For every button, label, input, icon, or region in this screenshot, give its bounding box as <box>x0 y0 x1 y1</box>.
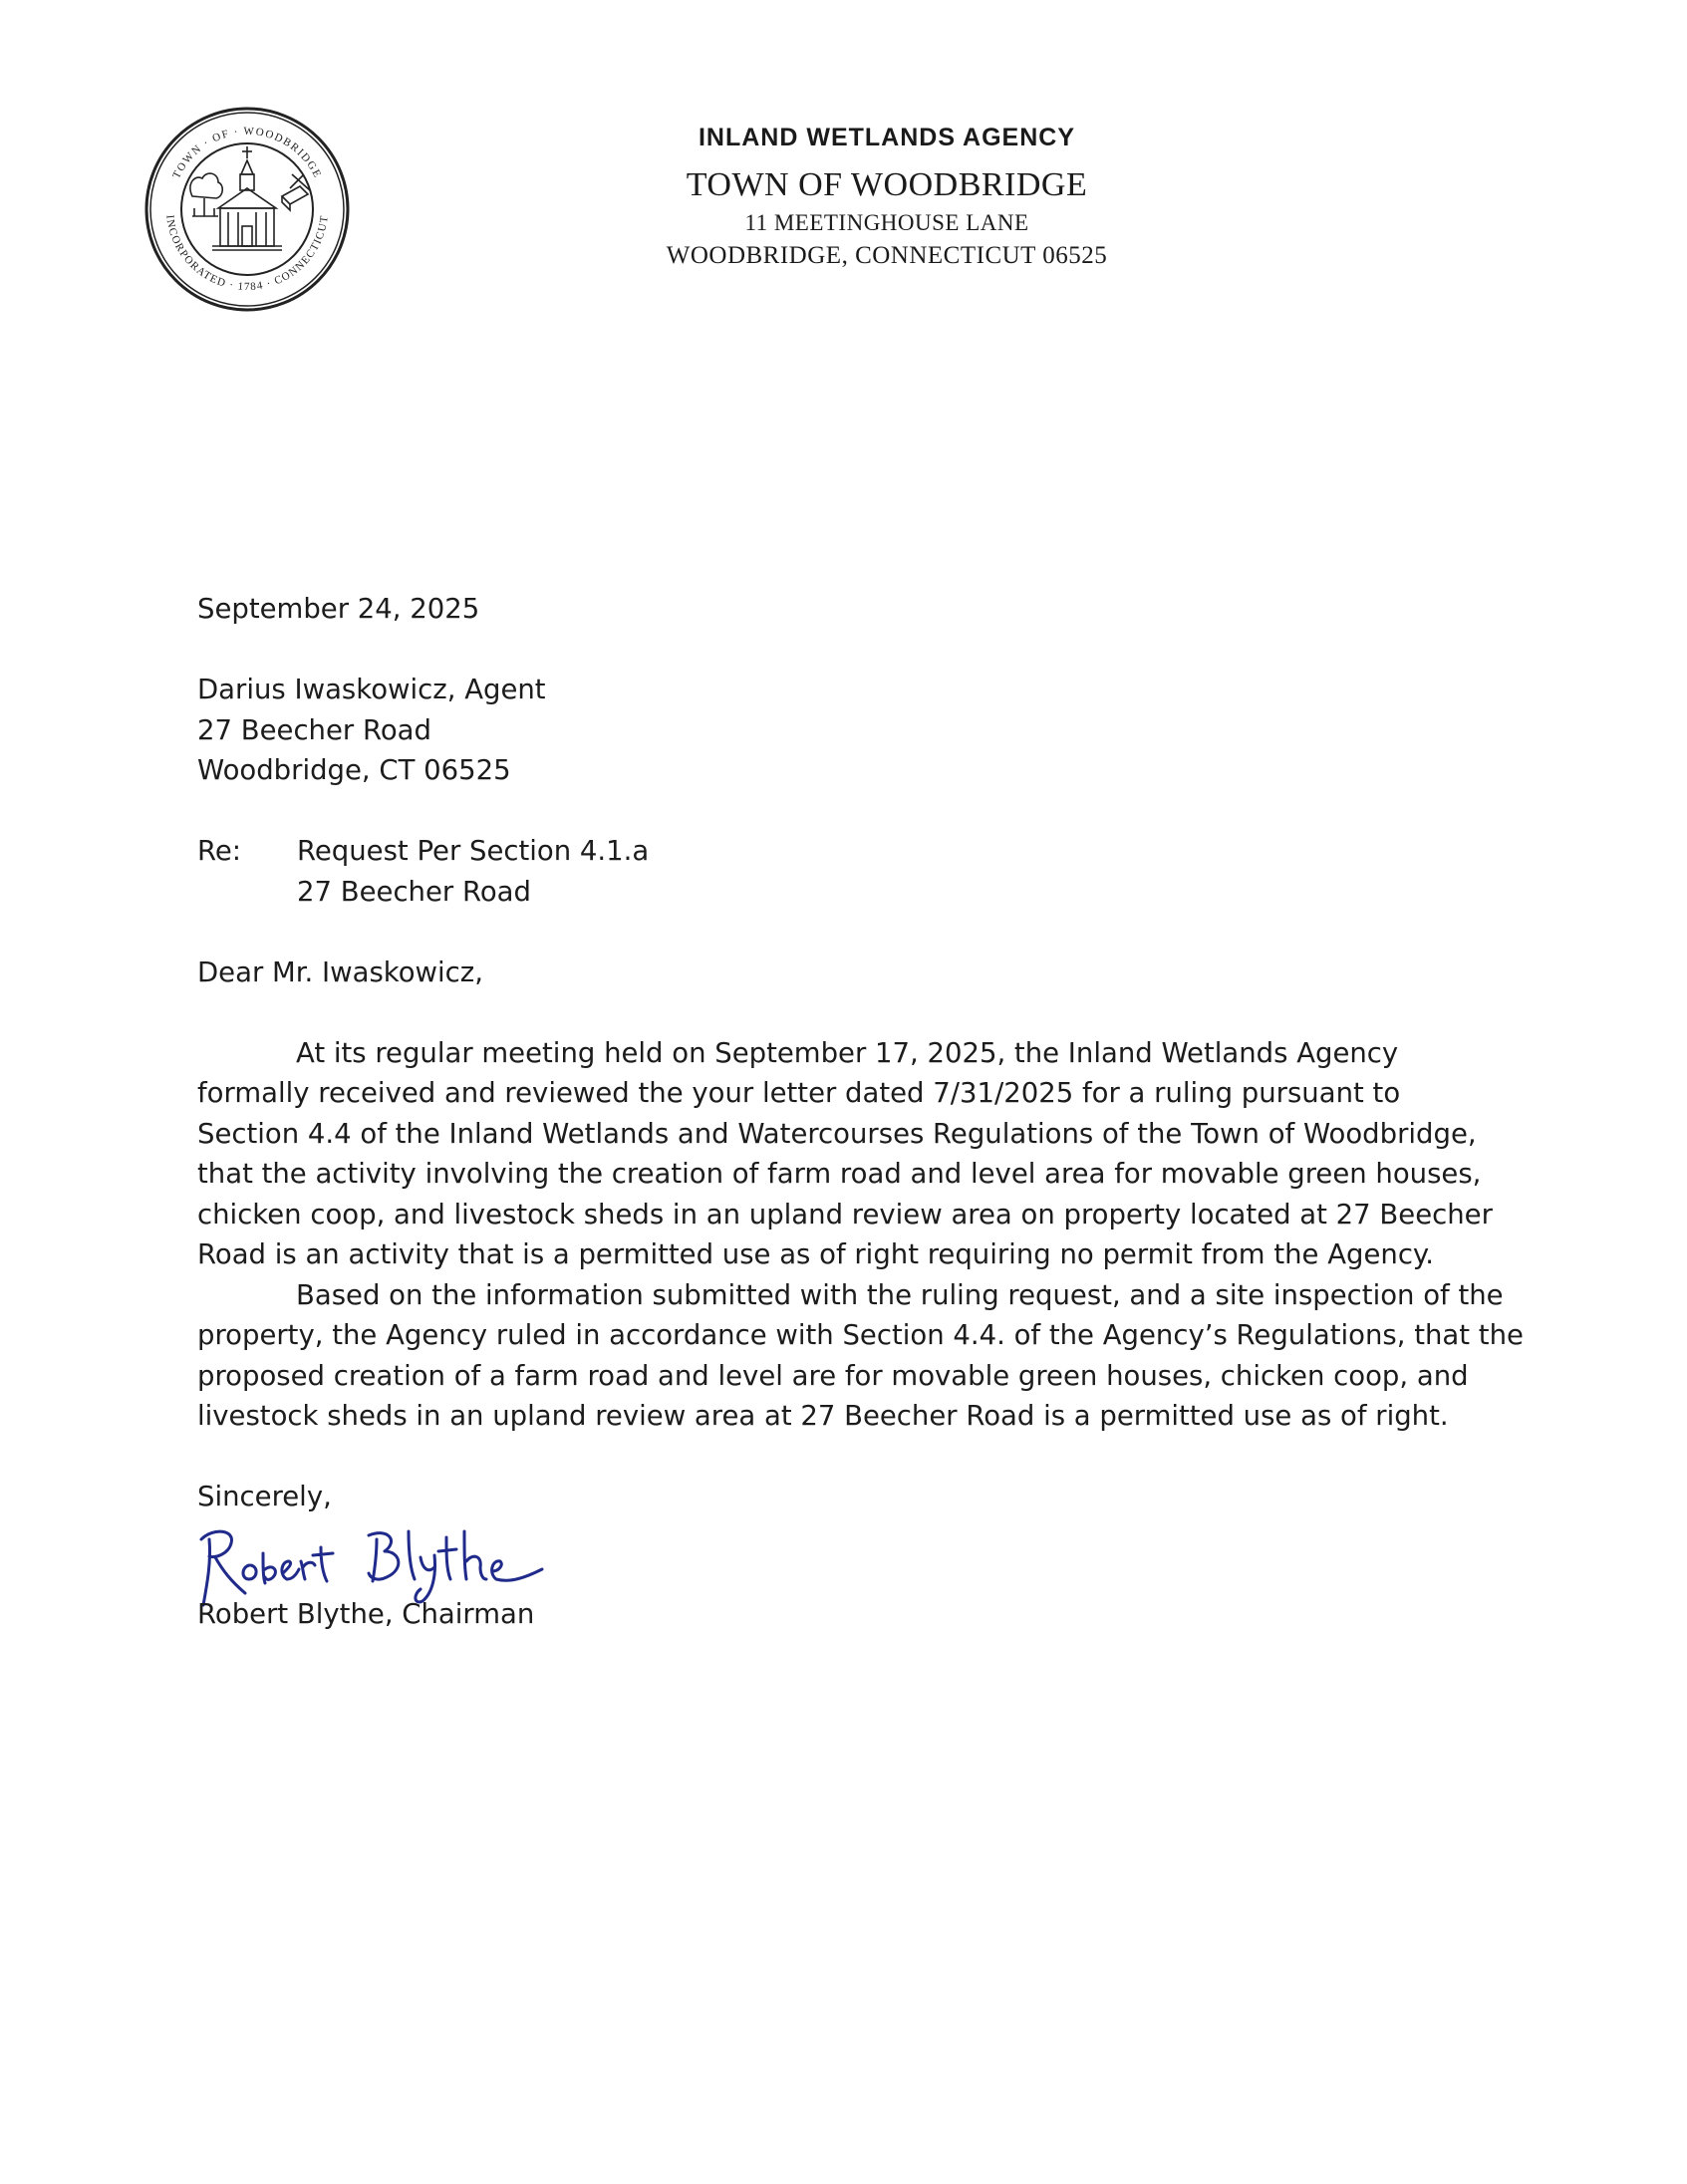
recipient-name: Darius Iwaskowicz, Agent <box>197 674 546 705</box>
signatory-name: Robert Blythe, Chairman <box>197 1598 535 1630</box>
paragraph-ruling-decision <box>197 1275 1524 1437</box>
subject-line: Request Per Section 4.1.a <box>297 835 650 867</box>
paragraph-line: Section 4.4 of the Inland Wetlands and Watercourses Regulations of the Town of Woodbridge, <box>197 1117 1477 1150</box>
agency-name: INLAND WETLANDS AGENCY <box>698 124 1075 151</box>
subject-label: Re: <box>197 835 242 867</box>
recipient-city: Woodbridge, CT 06525 <box>197 754 511 786</box>
paragraph-line: chicken coop, and livestock sheds in an upland review area on property located at 27 Beecher <box>197 1198 1493 1230</box>
svg-text:INCORPORATED · 1784 · CONNECTI: INCORPORATED · 1784 · CONNECTICUT <box>163 214 331 294</box>
letterhead-street: 11 MEETINGHOUSE LANE <box>744 210 1029 235</box>
paragraph-line: proposed creation of a farm road and level are for movable green houses, chicken coop, and <box>197 1359 1469 1392</box>
letter-body <box>197 589 1524 1517</box>
letterhead-city: WOODBRIDGE, CONNECTICUT 06525 <box>666 242 1108 269</box>
paragraph-line: Road is an activity that is a permitted use as of right requiring no permit from the Agency. <box>197 1238 1435 1270</box>
letter-date: September 24, 2025 <box>197 593 480 625</box>
town-seal <box>142 105 352 314</box>
paragraph-ruling-request <box>197 1033 1503 1275</box>
recipient-street: 27 Beecher Road <box>197 713 431 746</box>
paragraph-line: Based on the information submitted with the ruling request, and a site inspection of the <box>296 1278 1504 1311</box>
letterhead <box>558 124 1216 270</box>
salutation: Dear Mr. Iwaskowicz, <box>197 956 483 988</box>
paragraph-line: At its regular meeting held on September 17, 2025, the Inland Wetlands Agency <box>296 1036 1399 1069</box>
farm-scene-drawing <box>190 173 222 216</box>
paragraph-line: formally received and reviewed the your letter dated 7/31/2025 for a ruling pursuant to <box>197 1077 1401 1109</box>
meetinghouse-drawing <box>212 146 282 250</box>
svg-text:TOWN · OF · WOODBRIDGE: TOWN · OF · WOODBRIDGE <box>170 125 324 181</box>
paragraph-line: that the activity involving the creation of farm road and level area for movable green houses, <box>197 1158 1482 1190</box>
subject-block <box>197 831 1503 912</box>
paragraph-line: livestock sheds in an upland review area at 27 Beecher Road is a permitted use as of right. <box>197 1400 1449 1432</box>
closing: Sincerely, <box>197 1481 332 1512</box>
town-name: TOWN OF WOODBRIDGE <box>686 166 1088 203</box>
paragraph-line: property, the Agency ruled in accordance with Section 4.4. of the Agency’s Regulations, that the <box>197 1319 1524 1351</box>
subject-address: 27 Beecher Road <box>297 875 531 908</box>
